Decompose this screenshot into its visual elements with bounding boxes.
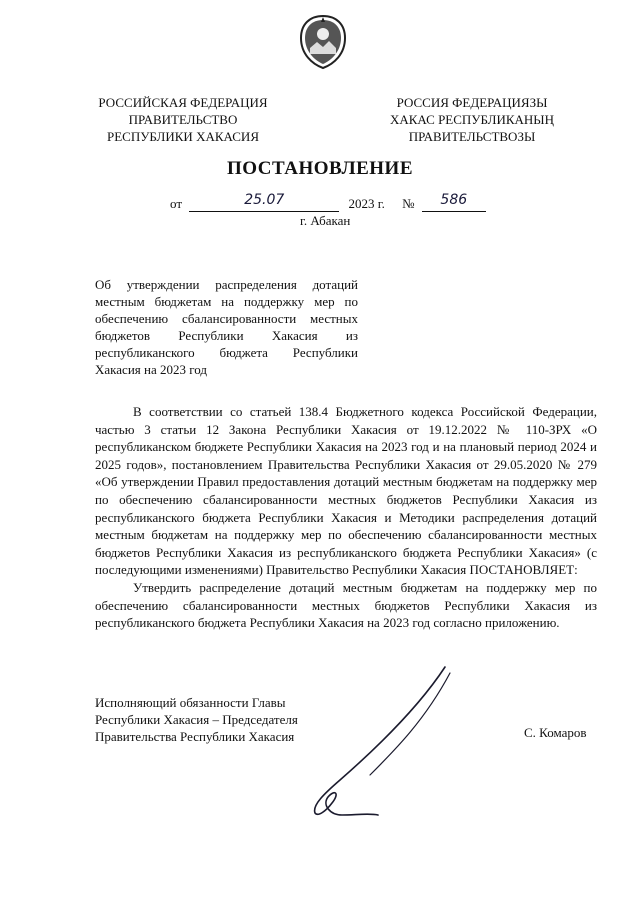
number-sign: № — [402, 196, 415, 211]
header-left-russian — [78, 94, 288, 145]
header-right-khakas — [362, 94, 582, 145]
body-paragraph-1: В соответствии со статьей 138.4 Бюджетного кодекса Российской Федерации, частью 3 статьи 12 Закона Республики Хакасия от 19.12.2022 № 110-ЗРХ «О республиканском бюджете Республики Хакасия на 2023 год и на плановый период 2024 и 2025 годов», постановлением Правительства Республики Хакасия от 29.05.2020 № 279 «Об утверждении Правил предоставления дотаций местным бюджетам на поддержку мер по обеспечению сбалансированности местных бюджетов Республики Хакасия из республиканского бюджета Республики Хакасия и Методики распределения дотаций местным бюджетам на поддержку мер по обеспечению сбалансированности местных бюджетов Республики Хакасия из республиканского бюджета Республики Хакасия» (с последующими изменениями) Правительство Республики Хакасия ПОСТАНОВЛЯЕТ: — [95, 404, 597, 578]
document-subject: Об утверждении распределения дотаций местным бюджетам на поддержку мер по обеспечению сбалансированности местных бюджетов Республики Хакасия из республиканского бюджета Республики Хакасия на 2023 год — [95, 277, 358, 377]
header-right-line-1: РОССИЯ ФЕДЕРАЦИЯЗЫ — [396, 95, 548, 110]
coat-of-arms-emblem — [298, 14, 348, 70]
signatory-role-line-3: Правительства Республики Хакасия — [95, 729, 295, 744]
date-number-line — [170, 192, 486, 212]
signatory-role — [95, 694, 298, 745]
number-handwritten: 586 — [440, 192, 468, 208]
document-body — [95, 403, 597, 632]
header-left-line-2: ПРАВИТЕЛЬСТВО — [128, 112, 238, 127]
city-label: г. Абакан — [300, 213, 351, 228]
body-paragraph-2: Утвердить распределение дотаций местным бюджетам на поддержку мер по обеспечению сбалансированности местных бюджетов Республики Хакасия из республиканского бюджета Республики Хакасия на 2023 год согласно приложению. — [95, 579, 597, 631]
signatory-role-line-2: Республики Хакасия – Председателя — [95, 712, 298, 727]
header-left-line-3: РЕСПУБЛИКИ ХАКАСИЯ — [106, 129, 259, 144]
date-prefix: от — [170, 196, 183, 211]
document-title: ПОСТАНОВЛЕНИЕ — [226, 158, 414, 179]
date-field — [189, 192, 339, 212]
signatory-name: С. Комаров — [524, 725, 587, 740]
header-left-line-1: РОССИЙСКАЯ ФЕДЕРАЦИЯ — [98, 95, 268, 110]
signatory-role-line-1: Исполняющий обязанности Главы — [95, 695, 286, 710]
number-field — [422, 192, 486, 212]
header-right-line-2: ХАКАС РЕСПУБЛИКАНЫҢ — [389, 112, 555, 127]
handwritten-signature — [300, 665, 480, 825]
date-handwritten: 25.07 — [244, 192, 285, 208]
header-right-line-3: ПРАВИТЕЛЬСТВОЗЫ — [408, 129, 536, 144]
year-label: 2023 г. — [348, 196, 385, 211]
